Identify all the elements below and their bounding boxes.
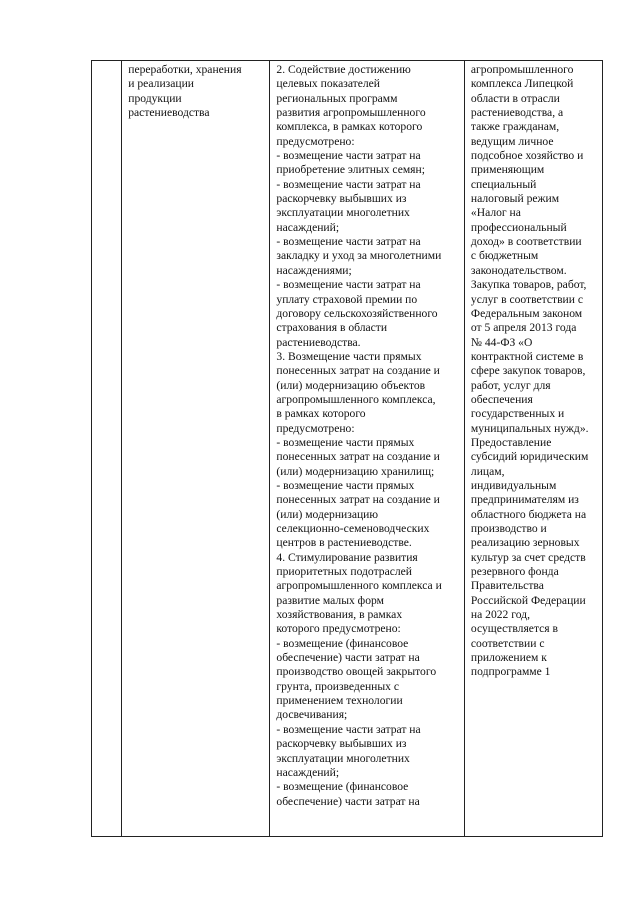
text-line: договору сельскохозяйственного — [276, 306, 438, 320]
text-line: «Налог на — [470, 206, 521, 220]
text-line: - возмещение части затрат на — [276, 177, 421, 191]
text-line: применением технологии — [276, 694, 403, 708]
text-line: селекционно-семеноводческих — [276, 522, 430, 535]
text-line: приложением к — [470, 651, 547, 665]
text-line: Российской Федерации — [470, 593, 586, 607]
text-line: хозяйствования, в рамках — [276, 608, 403, 622]
text-line: растениеводства — [128, 106, 210, 120]
text-line: услуг в соответствии с — [470, 292, 584, 306]
text-line: налоговый режим — [470, 192, 560, 206]
text-line: осуществляется в — [470, 622, 559, 636]
text-line: насаждений; — [276, 220, 340, 234]
text-line: (или) модернизацию — [276, 507, 379, 521]
table-row — [92, 61, 603, 837]
text-line: закладку и уход за многолетними — [276, 249, 442, 263]
text-line: насаждений; — [276, 765, 340, 779]
row-number-cell — [92, 61, 122, 837]
text-line: (или) модернизацию объектов — [276, 378, 426, 392]
text-line: муниципальных нужд». — [470, 421, 589, 435]
text-line: законодательством. — [470, 263, 567, 277]
text-line: доход» в соответствии — [470, 235, 582, 249]
text-line: - возмещение части прямых — [276, 478, 415, 492]
subprogram-table — [91, 60, 603, 837]
text-line: целевых показателей — [276, 77, 381, 91]
text-line: обеспечение) части затрат на — [276, 794, 420, 808]
text-line: эксплуатации многолетних — [276, 206, 410, 220]
text-line: государственных и — [470, 407, 565, 421]
text-line: растениеводства, а — [470, 106, 564, 120]
text-line: насаждениями; — [276, 263, 352, 277]
text-line: - возмещение (финансовое — [276, 780, 409, 794]
text-line: раскорчевку выбывших из — [276, 192, 407, 206]
text-line: производство и — [470, 522, 547, 535]
text-line: эксплуатации многолетних — [276, 751, 410, 765]
text-line: продукции — [128, 91, 182, 105]
text-line: понесенных затрат на создание и — [276, 493, 440, 507]
text-line: - возмещение части затрат на — [276, 278, 421, 292]
text-line: (или) модернизацию хранилищ; — [276, 464, 435, 478]
text-line: развития агропромышленного — [276, 106, 426, 120]
text-line: и реализации — [128, 77, 194, 91]
text-line: агропромышленного комплекса и — [276, 579, 442, 593]
text-line: Федеральным законом — [470, 306, 583, 320]
text-line: 3. Возмещение части прямых — [276, 349, 422, 363]
text-line: субсидий юридическим — [470, 450, 589, 464]
text-line: сфере закупок товаров, — [470, 364, 586, 378]
text-line: реализацию зерновых — [470, 536, 580, 550]
text-line: на 2022 год, — [470, 608, 530, 622]
text-line: страхования в области — [276, 321, 388, 335]
notes-cell — [464, 61, 602, 837]
text-line: обеспечения — [470, 392, 533, 406]
text-line: - возмещение (финансовое — [276, 636, 409, 650]
text-line: специальный — [470, 177, 537, 191]
text-line: переработки, хранения — [128, 63, 242, 76]
event-name-cell — [122, 61, 270, 837]
text-line: Предоставление — [470, 435, 552, 449]
text-line: контрактной системе в — [470, 349, 584, 363]
text-line: уплату страховой премии по — [276, 292, 418, 306]
text-line: предусмотрено: — [276, 134, 355, 148]
text-line: с бюджетным — [470, 249, 539, 263]
text-line: которого предусмотрено: — [276, 622, 401, 636]
text-line: применяющим — [470, 163, 545, 177]
text-line: Закупка товаров, работ, — [470, 278, 587, 292]
text-line: агропромышленного — [470, 63, 574, 76]
text-line: - возмещение части затрат на — [276, 722, 421, 736]
text-line: предпринимателям из — [470, 493, 579, 507]
text-line: приоритетных подотраслей — [276, 565, 413, 579]
text-line: комплекса Липецкой — [470, 77, 574, 91]
text-line: лицам, — [470, 464, 505, 478]
text-line: резервного фонда — [470, 565, 559, 579]
text-line: развитие малых форм — [276, 593, 384, 607]
text-line: понесенных затрат на создание и — [276, 450, 440, 464]
text-line: подпрограмме 1 — [470, 665, 551, 679]
text-line: раскорчевку выбывших из — [276, 737, 407, 751]
text-line: обеспечение) части затрат на — [276, 651, 420, 665]
text-line: работ, услуг для — [470, 378, 551, 392]
text-line: растениеводства. — [276, 335, 361, 349]
text-line: также гражданам, — [470, 120, 560, 134]
text-line: региональных программ — [276, 91, 398, 105]
text-line: № 44-ФЗ «О — [470, 335, 533, 349]
text-line: - возмещение части затрат на — [276, 235, 421, 249]
text-line: агропромышленного комплекса, — [276, 392, 436, 406]
text-line: подсобное хозяйство и — [470, 149, 584, 163]
text-line: областного бюджета на — [470, 507, 587, 521]
measures-cell — [270, 61, 465, 837]
text-line: в рамках которого — [276, 407, 366, 421]
text-line: приобретение элитных семян; — [276, 163, 425, 177]
text-line: досвечивания; — [276, 708, 348, 722]
text-line: от 5 апреля 2013 года — [470, 321, 577, 335]
text-line: - возмещение части затрат на — [276, 149, 421, 163]
text-line: понесенных затрат на создание и — [276, 364, 440, 378]
text-line: комплекса, в рамках которого — [276, 120, 423, 134]
text-line: ведущим личное — [470, 134, 554, 148]
text-line: предусмотрено: — [276, 421, 355, 435]
text-line: профессиональный — [470, 220, 567, 234]
text-line: 4. Стимулирование развития — [276, 550, 418, 564]
text-line: соответствии с — [470, 636, 545, 650]
text-line: грунта, произведенных с — [276, 679, 400, 693]
text-line: области в отрасли — [470, 91, 560, 105]
text-line: Правительства — [470, 579, 544, 593]
text-line: - возмещение части прямых — [276, 435, 415, 449]
text-line: центров в растениеводстве. — [276, 536, 412, 550]
text-line: индивидуальным — [470, 478, 557, 492]
text-line: 2. Содействие достижению — [276, 63, 411, 76]
text-line: культур за счет средств — [470, 550, 586, 564]
text-line: производство овощей закрытого — [276, 665, 437, 679]
